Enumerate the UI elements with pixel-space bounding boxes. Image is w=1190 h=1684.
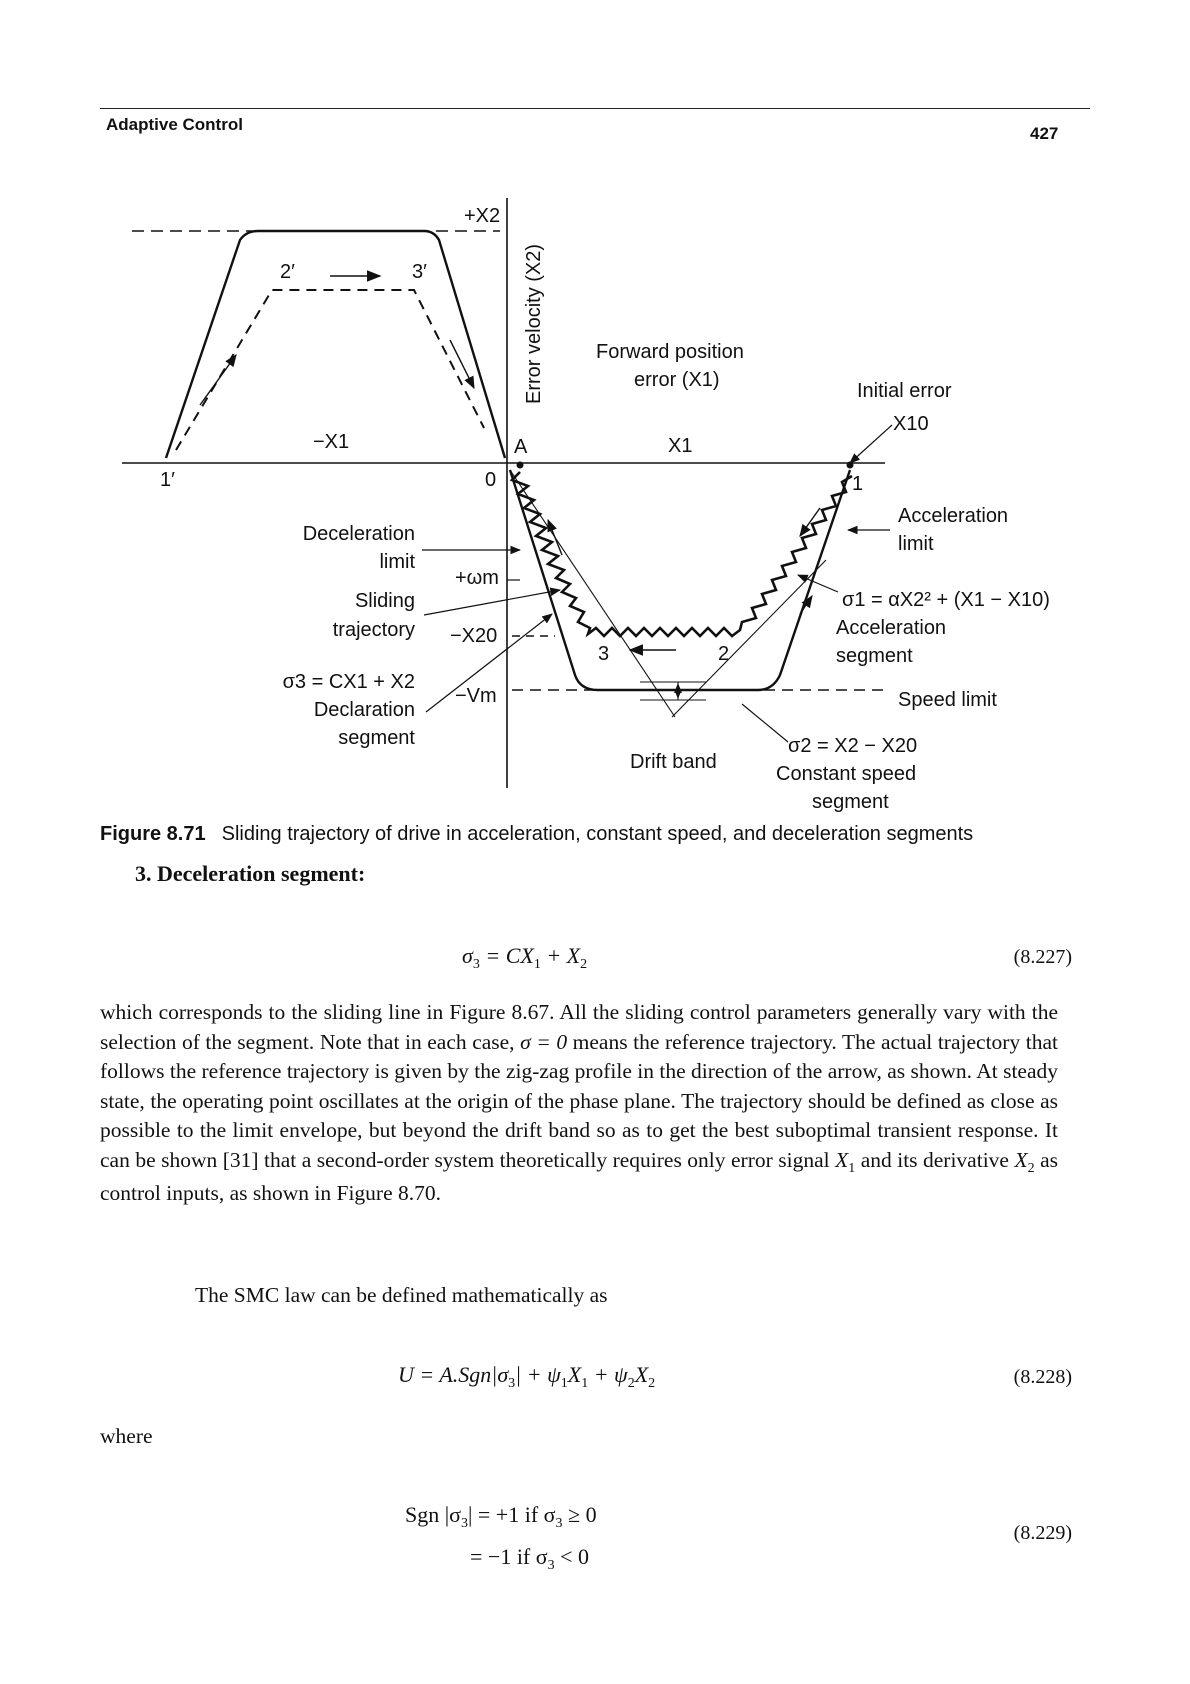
leader-sliding-trajectory [424, 590, 560, 615]
label-sigma3-3: segment [338, 727, 415, 749]
page-number: 427 [1030, 124, 1059, 143]
label-decel-limit-1: Deceleration [302, 523, 415, 545]
equation-number-8-229: (8.229) [1013, 1522, 1072, 1544]
label-point-a: A [514, 436, 528, 458]
label-sigma2-3: segment [812, 791, 889, 813]
label-sigma3-1: σ3 = CX1 + X2 [282, 671, 415, 693]
label-sliding-1: Sliding [354, 590, 415, 612]
label-decel-limit-2: limit [379, 551, 415, 573]
label-point-3: 3 [598, 643, 610, 665]
sliding-trajectory-figure [0, 0, 1190, 830]
label-minus-x20: −X20 [450, 625, 498, 647]
figure-caption-text: Sliding trajectory of drive in acceleration, constant speed, and deceleration segments [221, 823, 974, 845]
arrow-on-decel-zigzag [548, 520, 562, 555]
leader-sigma2 [742, 704, 788, 742]
label-x1: X1 [668, 435, 693, 457]
sigma1-line [672, 560, 826, 717]
body-paragraph: which corresponds to the sliding line in Figure 8.67. All the sliding control parameters generally vary with the selection of the segment. Note that in each case, σ = 0 means the reference trajectory. The actual trajectory that follows the reference trajectory is given by the zig-zag profile in the direction of the arrow, as shown. At steady state, the operating point oscillates at the origin of the phase plane. The trajectory should be defined as close as possible to the limit envelope, but beyond the drift band so as to get the best suboptimal transient response. It can be shown [31] that a second-order system theoretically requires only error signal $X_1$ and its derivative $X_2$ as control inputs, as shown in Figure 8.70. [100, 1000, 1059, 1205]
section-heading: 3. Deceleration segment: [135, 861, 366, 886]
negative-limit-envelope [166, 231, 505, 458]
label-point-1: 1 [852, 473, 864, 495]
label-sigma1: σ1 = αX2² + (X1 − X10) [842, 589, 1050, 611]
label-minus-vm: −Vm [455, 685, 497, 707]
negative-dashed-accel-arrow [200, 355, 236, 405]
running-head: Adaptive Control [106, 115, 243, 134]
leader-sigma1 [798, 575, 838, 592]
label-sliding-2: trajectory [332, 619, 415, 641]
sigma3-line [510, 470, 675, 717]
label-sigma3-2: Declaration [313, 699, 415, 721]
label-y-axis: Error velocity (X2) [523, 243, 545, 404]
figure-caption [100, 823, 973, 846]
label-drift-band: Drift band [630, 751, 717, 773]
label-speed-limit: Speed limit [898, 689, 997, 711]
equation-8-229-line-1: Sgn $|\sigma_3| = +1$ if $\sigma_3 \ge 0$ [405, 1502, 597, 1531]
smc-intro: The SMC law can be defined mathematically as [195, 1283, 608, 1307]
equation-number-8-228: (8.228) [1013, 1366, 1072, 1388]
label-x10: X10 [893, 413, 929, 435]
figure-caption-label: Figure 8.71 [100, 823, 206, 845]
label-point-2: 2 [718, 643, 730, 665]
negative-dashed-trajectory [176, 290, 484, 450]
label-minus-x1: −X1 [313, 431, 350, 453]
leader-initial-error [850, 425, 892, 463]
label-initial-error: Initial error [857, 380, 952, 402]
label-forward-error-2: error (X1) [634, 369, 720, 391]
label-point-1p: 1′ [160, 469, 175, 491]
label-accel-seg-1: Acceleration [836, 617, 947, 639]
equation-8-228: $U = A.Sgn|\sigma_3| + \psi_1X_1 + \psi_2X_2$ [398, 1362, 656, 1391]
label-point-2p: 2′ [280, 261, 295, 283]
label-plus-x2: +X2 [464, 205, 501, 227]
label-sigma2-1: σ2 = X2 − X20 [788, 735, 918, 757]
where-word: where [100, 1424, 153, 1448]
label-accel-limit-1: Acceleration [898, 505, 1009, 527]
label-forward-error-1: Forward position [596, 341, 744, 363]
label-sigma2-2: Constant speed [776, 763, 917, 785]
label-accel-seg-2: segment [836, 645, 913, 667]
label-accel-limit-2: limit [898, 533, 934, 555]
equation-number-8-227: (8.227) [1013, 946, 1072, 968]
label-origin: 0 [485, 469, 497, 491]
point-a-dot [517, 462, 524, 469]
label-omega-m: +ωm [455, 567, 499, 589]
label-point-3p: 3′ [412, 261, 427, 283]
equation-8-227: $\sigma_3 = CX_1 + X_2$ [462, 943, 588, 972]
equation-8-229-line-2: = −1 if $\sigma_3 < 0$ [470, 1544, 590, 1573]
